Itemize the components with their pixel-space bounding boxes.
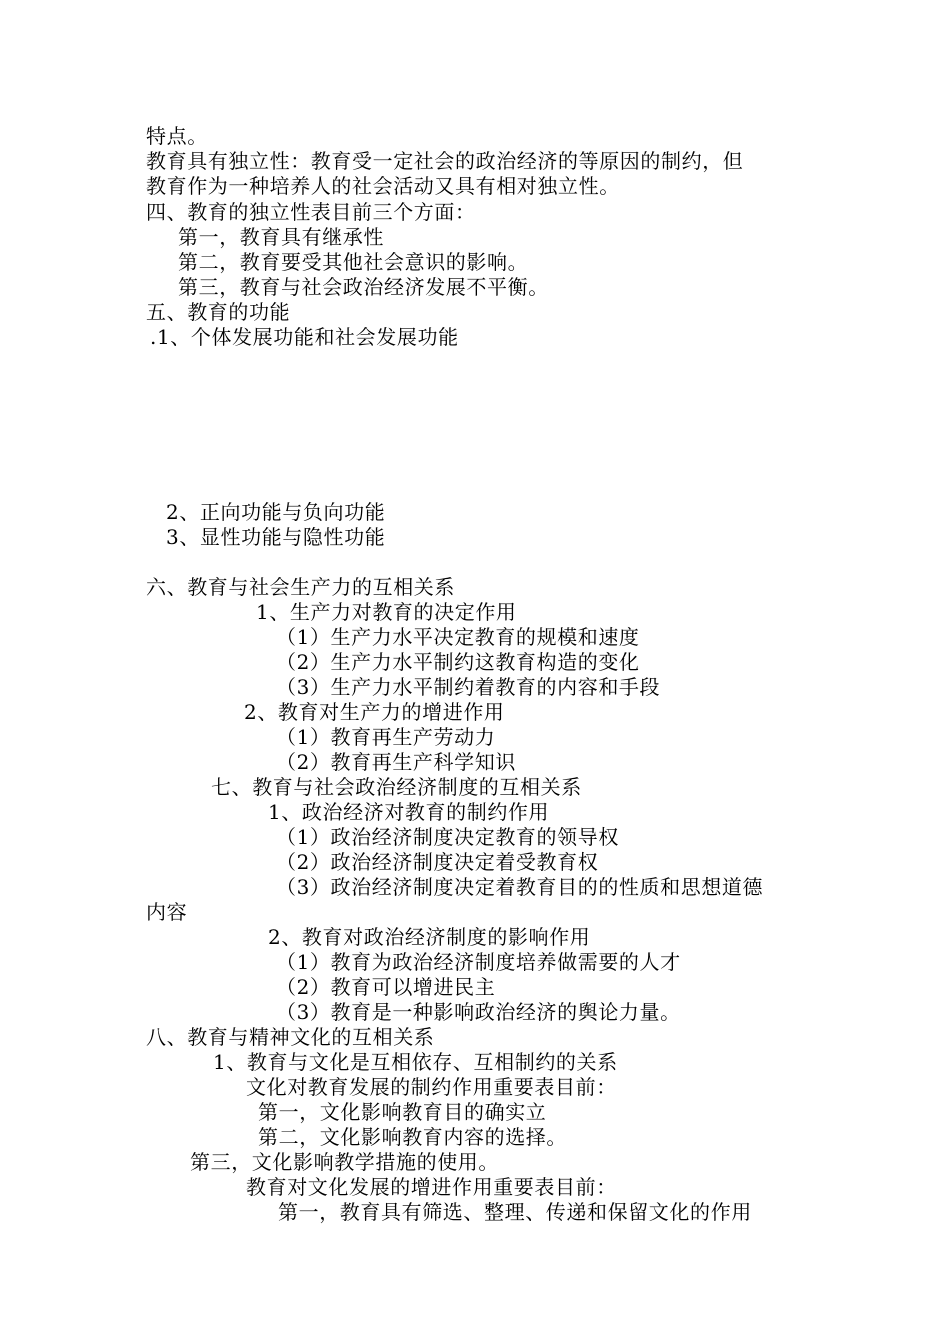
text-line: 2、教育对生产力的增进作用 <box>244 700 505 724</box>
text-line: 内容 <box>146 900 188 924</box>
text-line: （2）生产力水平制约这教育构造的变化 <box>276 650 640 674</box>
text-line: （3）教育是一种影响政治经济的舆论力量。 <box>276 1000 681 1024</box>
text-line: （3）政治经济制度决定着教育目的的性质和思想道德 <box>276 875 764 899</box>
text-line: 第二，教育要受其他社会意识的影响。 <box>178 250 529 274</box>
text-line: 第一，教育具有筛选、整理、传递和保留文化的作用 <box>278 1200 752 1224</box>
text-line: 1、政治经济对教育的制约作用 <box>268 800 550 824</box>
section-heading: 八、教育与精神文化的互相关系 <box>146 1025 435 1049</box>
text-line: （1）教育再生产劳动力 <box>276 725 496 749</box>
text-line: 1、生产力对教育的决定作用 <box>256 600 517 624</box>
text-line: 教育具有独立性：教育受一定社会的政治经济的等原因的制约，但 <box>146 149 744 173</box>
text-line: 第一，文化影响教育目的确实立 <box>258 1100 547 1124</box>
text-line: （2）教育再生产科学知识 <box>276 750 516 774</box>
text-line: 2、教育对政治经济制度的影响作用 <box>268 925 591 949</box>
text-line: 第一，教育具有继承性 <box>178 225 384 249</box>
text-line: （2）教育可以增进民主 <box>276 975 496 999</box>
text-line: （1）教育为政治经济制度培养做需要的人才 <box>276 950 681 974</box>
text-line: （1）生产力水平决定教育的规模和速度 <box>276 625 640 649</box>
section-heading: 六、教育与社会生产力的互相关系 <box>146 575 455 599</box>
text-line: 文化对教育发展的制约作用重要表目前： <box>246 1075 617 1099</box>
text-line: （2）政治经济制度决定着受教育权 <box>276 850 599 874</box>
section-heading: 五、教育的功能 <box>146 300 291 324</box>
text-line: 第三，教育与社会政治经济发展不平衡。 <box>178 275 549 299</box>
section-heading: 四、教育的独立性表目前三个方面： <box>146 200 476 224</box>
text-line: （3）生产力水平制约着教育的内容和手段 <box>276 675 661 699</box>
text-line: 3、显性功能与隐性功能 <box>166 525 386 549</box>
text-line: （1）政治经济制度决定教育的领导权 <box>276 825 619 849</box>
text-line: 教育作为一种培养人的社会活动又具有相对独立性。 <box>146 174 620 198</box>
section-heading: 七、教育与社会政治经济制度的互相关系 <box>211 775 582 799</box>
text-line: 第三，文化影响教学措施的使用。 <box>190 1150 499 1174</box>
text-line: 2、正向功能与负向功能 <box>166 500 386 524</box>
text-line: 教育对文化发展的增进作用重要表目前： <box>246 1175 617 1199</box>
text-line: 特点。 <box>146 124 208 148</box>
text-line: 第二，文化影响教育内容的选择。 <box>258 1125 567 1149</box>
text-line: 1、教育与文化是互相依存、互相制约的关系 <box>213 1050 618 1074</box>
text-line: .1、个体发展功能和社会发展功能 <box>150 325 459 349</box>
